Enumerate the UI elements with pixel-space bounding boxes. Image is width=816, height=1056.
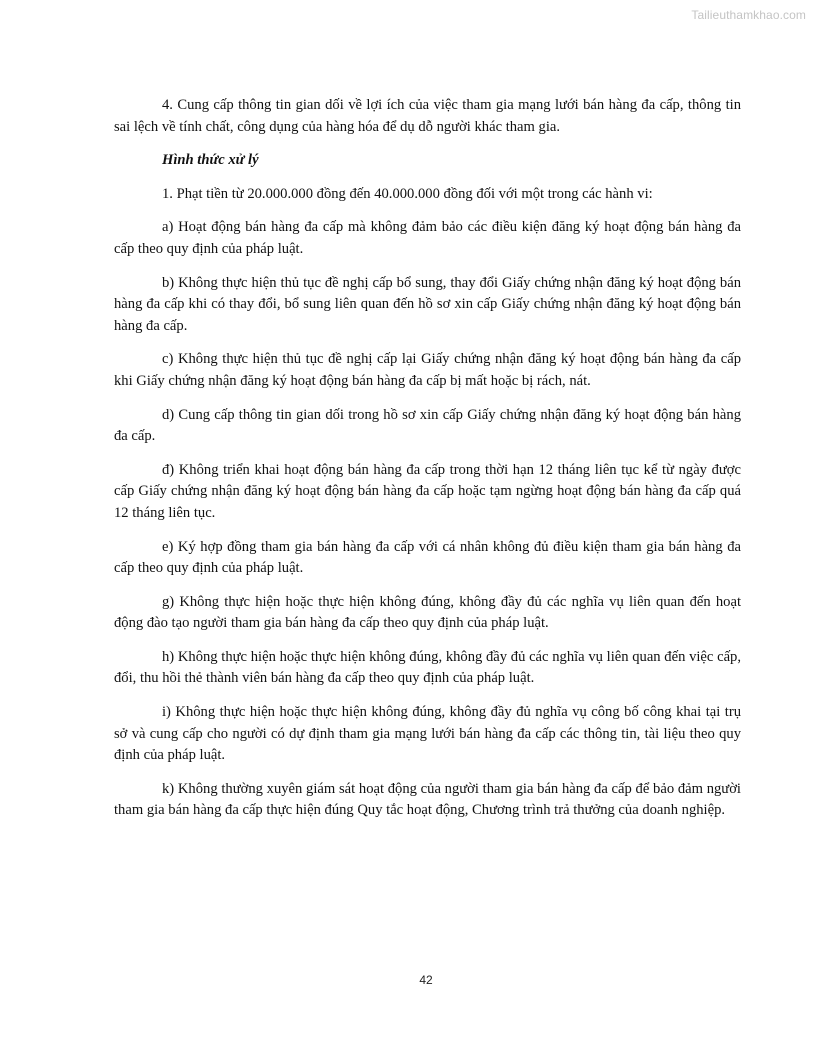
item-c: c) Không thực hiện thủ tục đề nghị cấp lại Giấy chứng nhận đăng ký hoạt động bán hàng đa cấp khi Giấy chứng nhận đăng ký hoạt động bán hàng đa cấp bị mất hoặc bị rách, nát. <box>114 351 741 389</box>
item-dd: đ) Không triển khai hoạt động bán hàng đa cấp trong thời hạn 12 tháng liên tục kể từ ngày được cấp Giấy chứng nhận đăng ký hoạt động bán hàng đa cấp hoặc tạm ngừng hoạt động bán hàng đa cấp quá 12 tháng liên tục. <box>114 461 741 521</box>
page-number: 42 <box>419 973 433 987</box>
item-b: b) Không thực hiện thủ tục đề nghị cấp bổ sung, thay đổi Giấy chứng nhận đăng ký hoạt động bán hàng đa cấp khi có thay đổi, bổ sung liên quan đến hồ sơ xin cấp Giấy chứng nhận đăng ký hoạt động bán hàng đa cấp. <box>114 274 741 334</box>
item-i: i) Không thực hiện hoặc thực hiện không đúng, không đầy đủ nghĩa vụ công bố công khai tại trụ sở và cung cấp cho người có dự định tham gia mạng lưới bán hàng đa cấp các thông tin, tài liệu theo quy định của pháp luật. <box>114 704 741 764</box>
item-g: g) Không thực hiện hoặc thực hiện không đúng, không đầy đủ các nghĩa vụ liên quan đến hoạt động đào tạo người tham gia bán hàng đa cấp theo quy định của pháp luật. <box>114 593 741 632</box>
item-e: e) Ký hợp đồng tham gia bán hàng đa cấp với cá nhân không đủ điều kiện tham gia bán hàng đa cấp theo quy định của pháp luật. <box>114 538 741 577</box>
item-k: k) Không thường xuyên giám sát hoạt động của người tham gia bán hàng đa cấp để bảo đảm người tham gia bán hàng đa cấp thực hiện đúng Quy tắc hoạt động, Chương trình trả thưởng của doanh nghiệp. <box>114 780 741 819</box>
item-a: a) Hoạt động bán hàng đa cấp mà không đảm bảo các điều kiện đăng ký hoạt động bán hàng đa cấp theo quy định của pháp luật. <box>114 219 741 257</box>
item-h: h) Không thực hiện hoặc thực hiện không đúng, không đầy đủ các nghĩa vụ liên quan đến việc cấp, đổi, thu hồi thẻ thành viên bán hàng đa cấp theo quy định của pháp luật. <box>114 648 741 687</box>
watermark: Tailieuthamkhao.com <box>691 8 806 22</box>
penalty-paragraph: 1. Phạt tiền từ 20.000.000 đồng đến 40.000.000 đồng đối với một trong các hành vi: <box>162 185 653 202</box>
document-body <box>114 95 741 834</box>
item-d: d) Cung cấp thông tin gian dối trong hồ sơ xin cấp Giấy chứng nhận đăng ký hoạt động bán hàng đa cấp. <box>114 406 741 445</box>
section-heading: Hình thức xử lý <box>162 152 259 169</box>
intro-paragraph: 4. Cung cấp thông tin gian dối về lợi ích của việc tham gia mạng lưới bán hàng đa cấp, thông tin sai lệch về tính chất, công dụng của hàng hóa để dụ dỗ người khác tham gia. <box>114 97 741 135</box>
